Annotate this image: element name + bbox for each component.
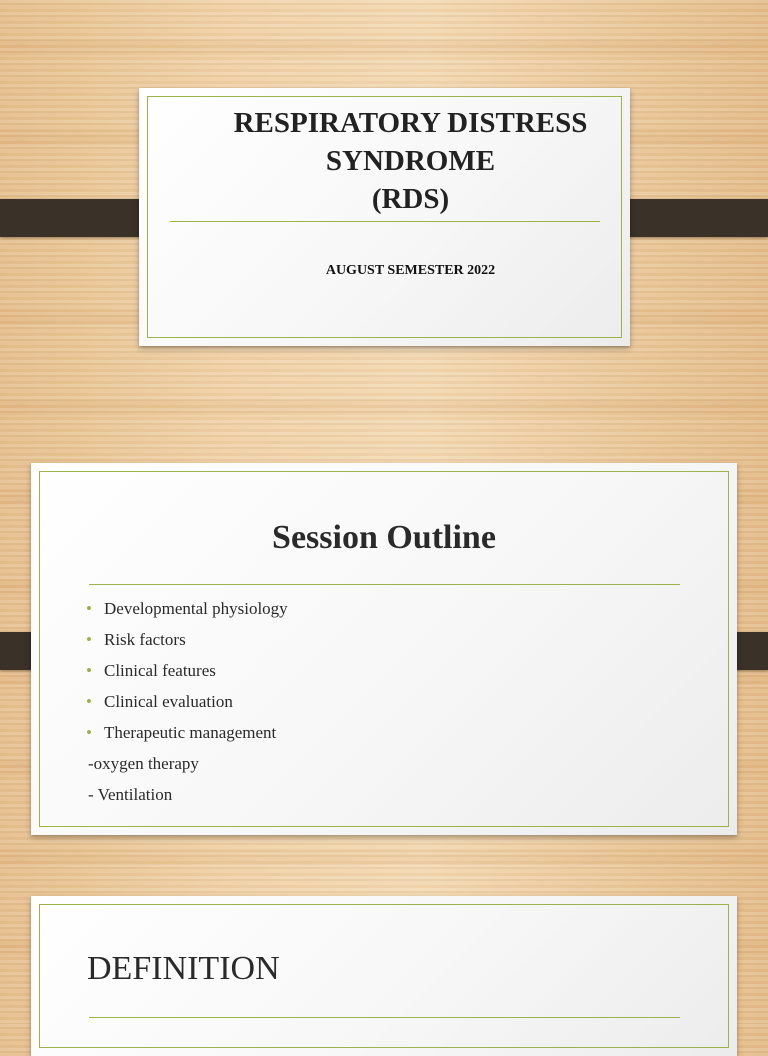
outline-sub-item-oxygen: -oxygen therapy	[88, 754, 199, 773]
slide-1-title-text	[199, 104, 622, 218]
list-item-text: Developmental physiology	[104, 599, 288, 618]
bullet-dot-icon: •	[86, 599, 92, 618]
slide-3-divider	[89, 1017, 680, 1018]
list-item-text: Therapeutic management	[104, 723, 277, 742]
slide-1-left-tab	[0, 199, 156, 237]
list-item	[86, 721, 288, 752]
list-item	[86, 628, 288, 659]
list-item-text: Clinical features	[104, 661, 216, 680]
slide-1-subtitle: AUGUST SEMESTER 2022	[325, 263, 496, 278]
bullet-dot-icon: •	[86, 661, 92, 680]
list-item	[86, 690, 288, 721]
bullet-dot-icon: •	[86, 630, 92, 649]
slide-3-definition	[31, 896, 737, 1056]
slide-1-right-tab	[612, 199, 768, 237]
list-item	[86, 597, 288, 628]
list-item	[86, 659, 288, 690]
title-line-2: SYNDROME	[325, 145, 496, 177]
slide-2-heading: Session Outline	[272, 519, 496, 556]
title-line-3: (RDS)	[371, 183, 450, 215]
slide-1-title	[139, 88, 630, 346]
outline-bullet-list	[86, 597, 288, 752]
slide-2-session-outline	[31, 463, 737, 835]
bullet-dot-icon: •	[86, 692, 92, 711]
list-item-text: Clinical evaluation	[104, 692, 233, 711]
outline-sub-item-ventilation: - Ventilation	[88, 785, 173, 804]
slide-3-heading: DEFINITION	[87, 950, 280, 987]
slide-2-divider	[89, 584, 680, 585]
bullet-dot-icon: •	[86, 723, 92, 742]
list-item-text: Risk factors	[104, 630, 186, 649]
slide-1-divider	[170, 221, 600, 222]
title-line-1: RESPIRATORY DISTRESS	[233, 107, 588, 139]
